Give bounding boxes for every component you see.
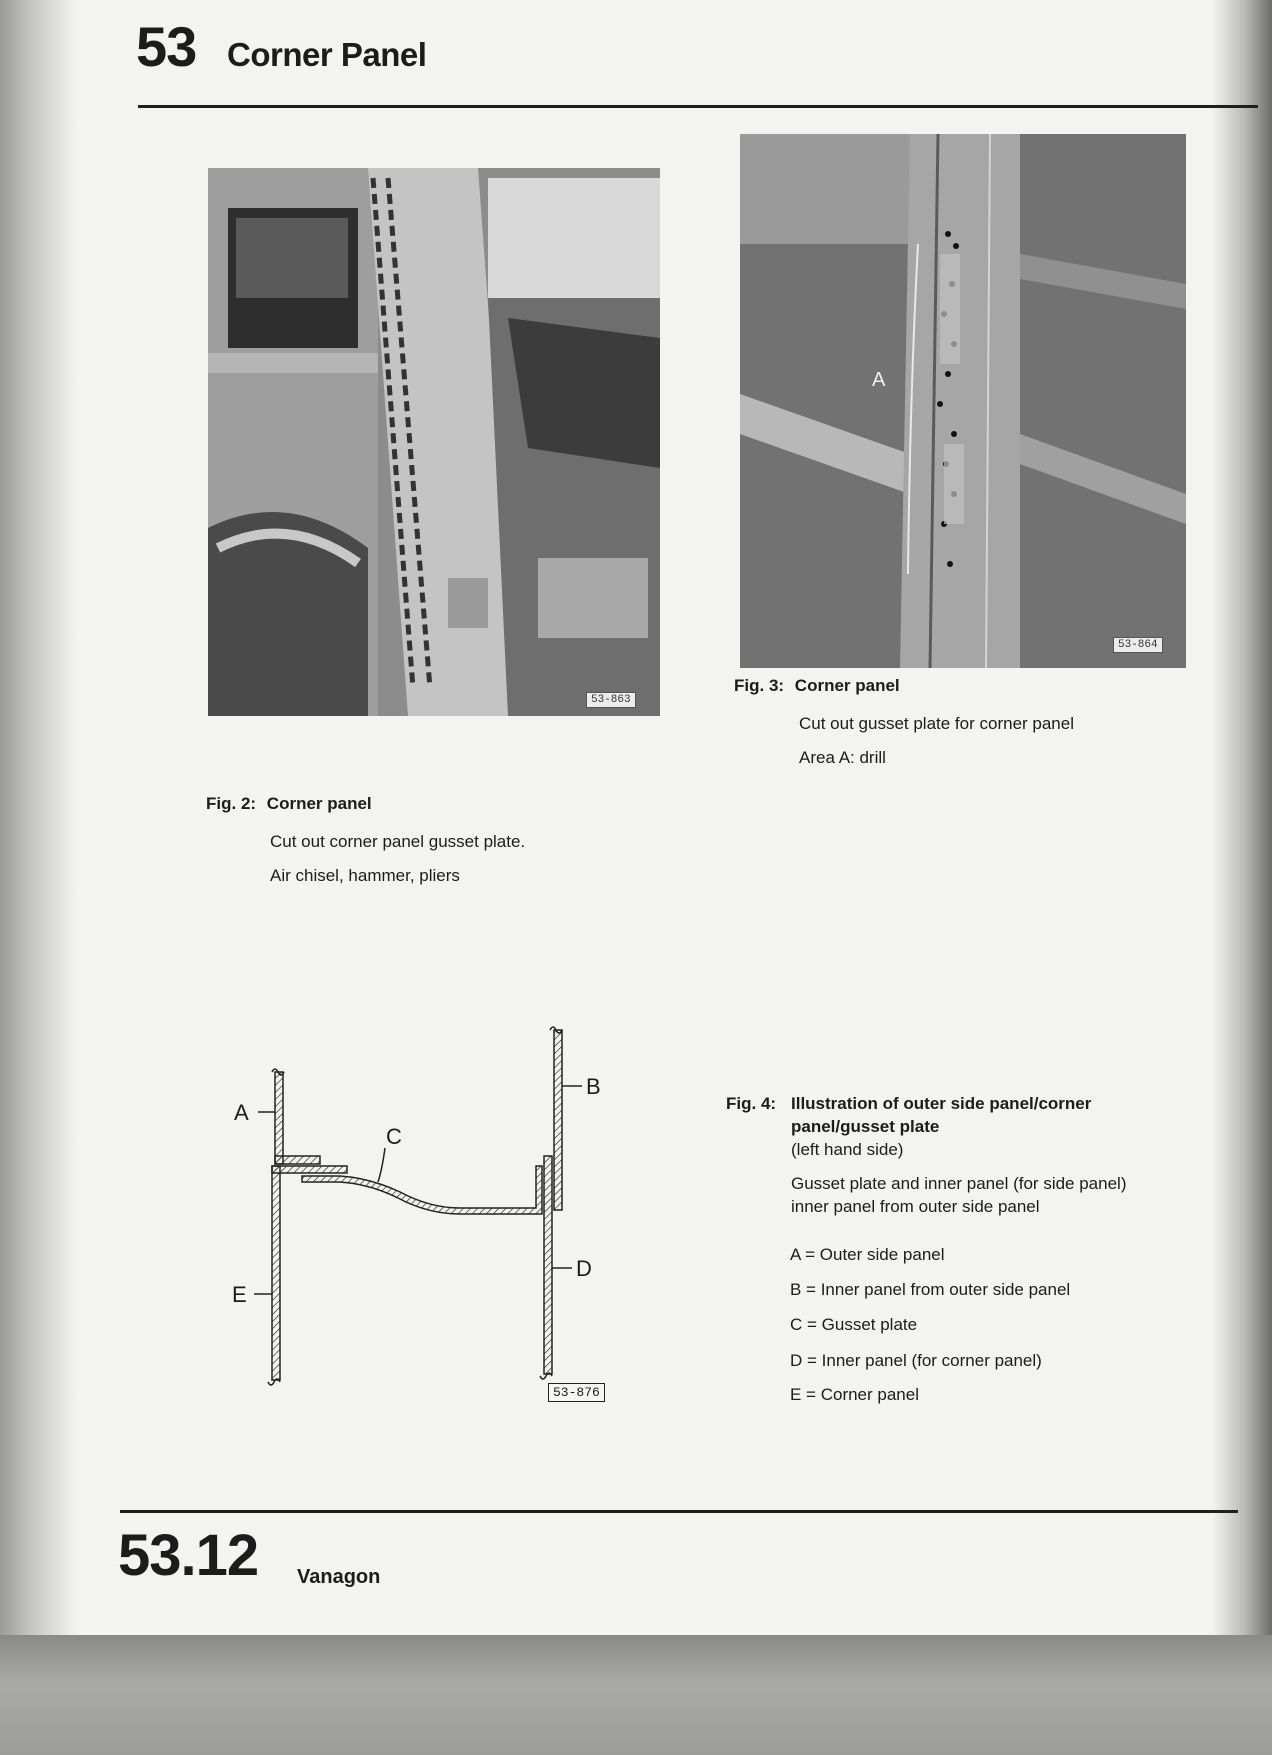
fig4-title-2 [791, 1117, 939, 1137]
fig3-caption [734, 676, 900, 696]
legend-item-d: D = Inner panel (for corner panel) [790, 1351, 1042, 1370]
diagram-label-b: B [586, 1074, 601, 1099]
legend-item-c: C = Gusset plate [790, 1315, 918, 1334]
fig2-line-2: Air chisel, hammer, pliers [270, 866, 460, 885]
fig4-desc-2: inner panel from outer side panel [791, 1197, 1040, 1216]
fig3-tag: 53-864 [1113, 637, 1163, 653]
fig3-title: Corner panel [794, 676, 900, 695]
fig4-desc-1: Gusset plate and inner panel (for side panel) [791, 1174, 1127, 1193]
fig3-photo [740, 134, 1186, 668]
fig4-title-1 [791, 1094, 1091, 1114]
legend-item-a: A = Outer side panel [790, 1245, 945, 1264]
model-name: Vanagon [297, 1566, 381, 1588]
fig3-label: Fig. 3: [734, 676, 785, 695]
fig2-tag: 53-863 [586, 692, 636, 708]
fig3-photo-label: A [872, 369, 886, 391]
diagram-label-c: C [386, 1124, 402, 1149]
fig2-label: Fig. 2: [206, 794, 257, 813]
fig4-label-text: Fig. 4: [726, 1094, 777, 1113]
fig4-diagram [220, 1020, 640, 1410]
diagram-label-a: A [234, 1100, 249, 1125]
diagram-label-e: E [232, 1282, 247, 1307]
fig2-caption [206, 794, 372, 814]
fig4-subtitle: (left hand side) [791, 1140, 904, 1159]
footer-rule [120, 1510, 1238, 1513]
page-title: Corner Panel [227, 36, 427, 73]
scan-background [0, 1635, 1272, 1755]
fig2-title: Corner panel [266, 794, 372, 813]
legend-item-b: B = Inner panel from outer side panel [790, 1280, 1071, 1299]
section-number: 53 [136, 15, 197, 78]
fig4-label [726, 1094, 776, 1114]
header-rule [138, 105, 1258, 108]
fig3-line-2: Area A: drill [799, 748, 886, 767]
fig4-title-line-1: Illustration of outer side panel/corner [791, 1094, 1092, 1113]
fig4-title-line-2: panel/gusset plate [791, 1117, 940, 1136]
fig4-tag: 53-876 [548, 1383, 605, 1402]
page-number: 53.12 [118, 1523, 259, 1588]
fig2-line-1: Cut out corner panel gusset plate. [270, 832, 526, 851]
fig3-line-1: Cut out gusset plate for corner panel [799, 714, 1074, 733]
fig2-photo [208, 168, 660, 716]
diagram-label-d: D [576, 1256, 592, 1281]
legend-item-e: E = Corner panel [790, 1385, 919, 1404]
